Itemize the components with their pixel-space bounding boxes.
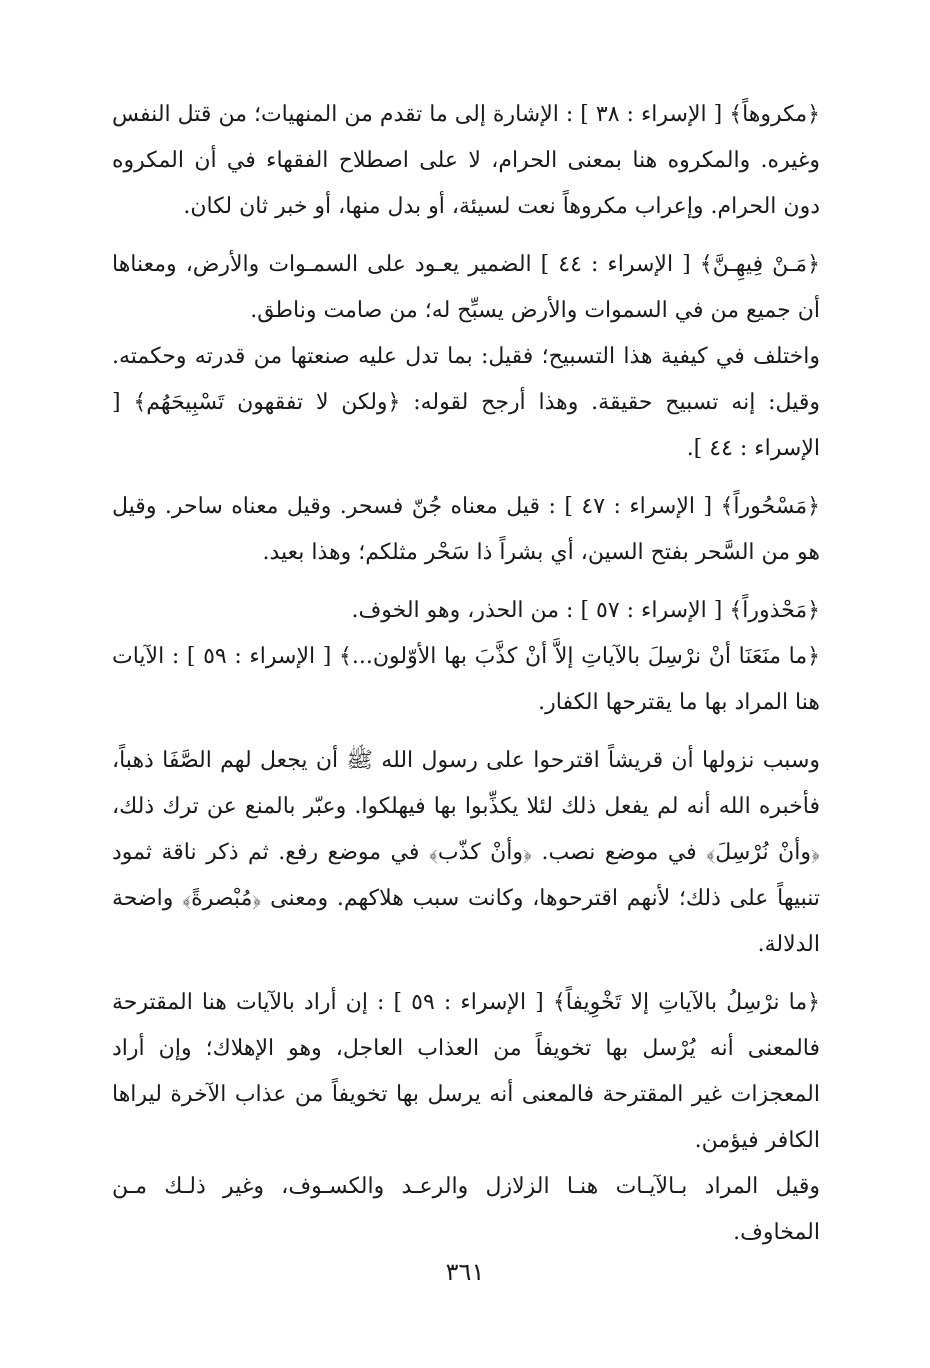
paragraph-ma-nursilu: ﴿ما نرْسِلُ بالآياتِ إلا تَخْوِيفاً﴾ [ الإسراء : ٥٩ ] : إن أراد بالآيات هنا المقترحة فالمعنى أنه يُرْسل بها تخويفاً من العذاب العاجل، وهو الإهلاك؛ وإن أراد المعجزات غير المقترحة فالمعنى أنه يرسل بها تخويفاً من عذاب الآخرة ليراها الكافر فيؤمن. — [112, 990, 820, 1153]
page-number: ٣٦١ — [445, 1258, 485, 1286]
paragraph-tasbih-difference: واختلف في كيفية هذا التسبيح؛ فقيل: بما تدل عليه صنعتها من قدرته وحكمته. وقيل: إنه تسبيح حقيقة. وهذا أرجح لقوله: ﴿ولكن لا تفقهون تَسْبِيحَهُم﴾ [ الإسراء : ٤٤ ]. — [112, 344, 820, 461]
paragraph-qila-al-murad: وقيل المراد بـالآيـات هنـا الزلازل والرعـد والكسـوف، وغير ذلـك مـن المخاوف. — [112, 1174, 820, 1245]
paragraph-mahdhuran: ﴿مَحْذوراً﴾ [ الإسراء : ٥٧ ] : من الحذر، وهو الخوف. — [351, 598, 820, 623]
paragraph-makruhan: ﴿مكروهاً﴾ [ الإسراء : ٣٨ ] : الإشارة إلى ما تقدم من المنهيات؛ من قتل النفس وغيره. والمكروه هنا بمعنى الحرام، لا على اصطلاح الفقهاء في أن المكروه دون الحرام. وإعراب مكروهاً نعت لسيئة، أو بدل منها، أو خبر ثان لكان. — [112, 102, 820, 219]
page-body-text — [112, 92, 820, 1256]
paragraph-mashuran: ﴿مَسْحُوراً﴾ [ الإسراء : ٤٧ ] : قيل معناه جُنّ فسحر. وقيل معناه ساحر. وقيل هو من السَّحر بفتح السين، أي بشراً ذا سَحْر مثلكم؛ وهذا بعيد. — [112, 494, 820, 565]
paragraph-ma-manaana: ﴿ما منَعَنَا أنْ نرْسِلَ بالآياتِ إلاَّ أنْ كذَّبَ بها الأوّلون...﴾ [ الإسراء : ٥٩ ] : الآيات هنا المراد بها ما يقترحها الكفار. — [112, 644, 821, 715]
paragraph-man-fihinna: ﴿مَـنْ فِيهِـنَّ﴾ [ الإسراء : ٤٤ ] الضمير يعـود على السمـوات والأرض، ومعناها أن جميع من في السموات والأرض يسبِّح له؛ من صامت وناطق. — [112, 252, 820, 323]
paragraph-sabab-nuzul: وسبب نزولها أن قريشاً اقترحوا على رسول الله ﷺ أن يجعل لهم الصَّفَا ذهباً، فأخبره الله أنه لم يفعل ذلك لئلا يكذِّبوا بها فيهلكوا. وعبّر بالمنع عن ترك ذلك، ﴿وأنْ نُرْسِلَ﴾ في موضع نصب. ﴿وأنْ كذّب﴾ في موضع رفع. ثم ذكر ناقة ثمود تنبيهاً على ذلك؛ لأنهم اقترحوها، وكانت سبب هلاكهم. ومعنى ﴿مُبْصرةً﴾ واضحة الدلالة. — [112, 748, 820, 957]
